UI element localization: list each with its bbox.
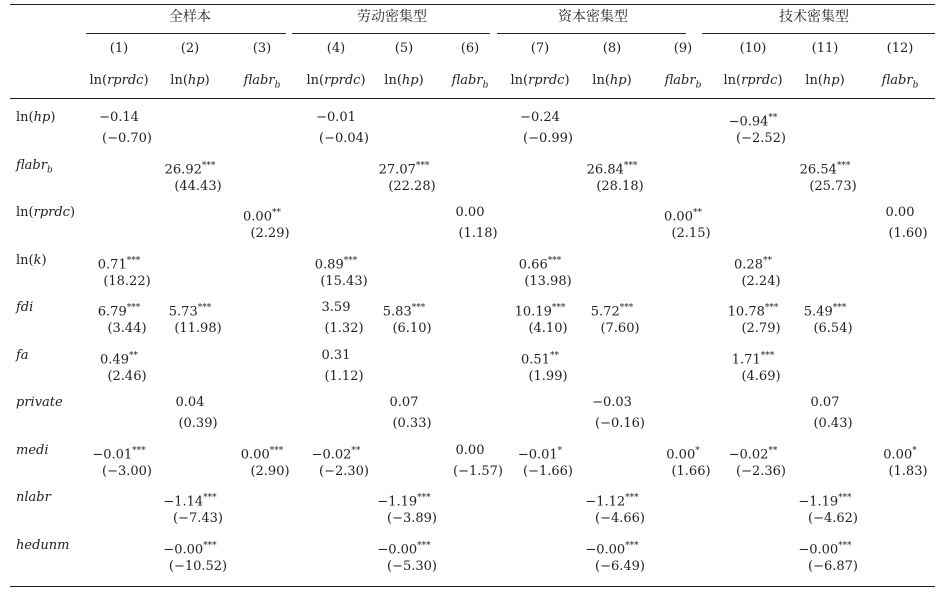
t-statistic-cell: (44.43) [174,178,222,194]
coefficient-cell: 1.71*** [731,350,775,367]
column-number-8: (8) [602,41,622,56]
coefficient-cell: −0.02** [311,445,361,462]
coefficient-cell: 5.83*** [382,303,426,320]
column-number-6: (6) [460,41,480,56]
top-rule [10,4,935,5]
coefficient-cell: 5.49*** [803,303,847,320]
coefficient-cell: −1.19*** [798,493,852,510]
group-header-full-sample: 全样本 [169,9,211,25]
coefficient-cell: 0.28** [734,255,772,272]
t-statistic-cell: (2.90) [250,463,290,479]
t-statistic-cell: (0.33) [392,416,432,431]
coefficient-cell: 0.00 [455,205,485,220]
coefficient-cell: 5.73*** [168,303,212,320]
t-statistic-cell: (−1.57) [453,463,503,479]
t-statistic-cell: (2.15) [671,226,711,241]
coefficient-cell: 0.71*** [97,255,141,272]
t-statistic-cell: (25.73) [809,178,857,194]
t-statistic-cell: (2.29) [250,226,290,241]
t-statistic-cell: (2.24) [741,273,781,289]
coefficient-cell: −0.14 [99,110,139,125]
coefficient-cell: 26.84*** [586,160,638,177]
t-statistic-cell: (−3.89) [387,511,437,526]
t-statistic-cell: (2.46) [107,368,147,384]
group-header-labor-intensive: 劳动密集型 [357,9,427,25]
coefficient-cell: 0.00 [885,205,915,220]
dependent-variable-8: ln(hp) [592,73,632,88]
group-underline-capital-intensive [497,33,686,34]
t-statistic-cell: (22.28) [388,178,436,194]
row-label: hedunm [16,537,70,553]
t-statistic-cell: (−10.52) [168,558,228,574]
dependent-variable-12: flabr$_b$ [881,73,919,91]
coefficient-cell: 26.92*** [164,160,216,177]
row-label: ln(hp) [16,110,56,125]
column-number-2: (2) [180,41,200,56]
t-statistic-cell: (4.10) [528,321,568,336]
coefficient-cell: −0.00*** [798,540,852,557]
coefficient-cell: 0.00* [883,445,917,462]
column-number-9: (9) [673,41,693,56]
column-number-3: (3) [252,41,272,56]
t-statistic-cell: (2.79) [741,321,781,336]
t-statistic-cell: (−4.66) [595,511,645,526]
t-statistic-cell: (1.12) [324,368,364,384]
coefficient-cell: 0.00** [664,208,702,225]
dependent-variable-7: ln(rprdc) [510,73,570,88]
dependent-variable-4: ln(rprdc) [306,73,366,88]
t-statistic-cell: (−5.30) [387,558,437,574]
coefficient-cell: 0.00*** [240,445,284,462]
row-label: fdi [16,300,34,315]
coefficient-cell: −0.01*** [92,445,146,462]
row-label: medi [16,442,49,458]
coefficient-cell: 0.00 [455,442,485,458]
coefficient-cell: 3.59 [321,300,351,315]
coefficient-cell: −1.12*** [585,493,639,510]
coefficient-cell: 10.19*** [514,303,566,320]
coefficient-cell: 0.07 [810,395,840,410]
group-underline-full-sample [86,33,286,34]
t-statistic-cell: (28.18) [596,178,644,194]
t-statistic-cell: (1.32) [324,321,364,336]
t-statistic-cell: (4.69) [741,368,781,384]
t-statistic-cell: (0.43) [813,416,853,431]
column-number-1: (1) [109,41,129,56]
coefficient-cell: 5.72*** [590,303,634,320]
dependent-variable-9: flabr$_b$ [664,73,702,91]
coefficient-cell: 26.54*** [799,160,851,177]
t-statistic-cell: (−6.49) [595,558,645,574]
coefficient-cell: −0.01 [316,110,356,125]
coefficient-cell: 0.66*** [518,255,562,272]
column-number-12: (12) [886,41,914,56]
t-statistic-cell: (−1.66) [523,463,573,479]
coefficient-cell: −0.03 [592,395,632,410]
coefficient-cell: 0.04 [175,395,205,410]
dependent-variable-1: ln(rprdc) [89,73,149,88]
coefficient-cell: −0.02** [728,445,778,462]
t-statistic-cell: (−0.04) [319,131,369,146]
t-statistic-cell: (0.39) [178,416,218,431]
row-label: ln(rprdc) [16,205,76,220]
row-label: flabr$_b$ [16,157,53,176]
coefficient-cell: 6.79*** [97,303,141,320]
coefficient-cell: −0.94** [728,113,778,130]
coefficient-cell: 0.49** [100,350,138,367]
row-label: ln(k) [16,252,47,268]
t-statistic-cell: (−6.87) [808,558,858,574]
column-number-5: (5) [394,41,414,56]
t-statistic-cell: (−7.43) [173,511,223,526]
t-statistic-cell: (1.60) [888,226,928,241]
coefficient-cell: −1.14*** [163,493,217,510]
dependent-variable-10: ln(rprdc) [723,73,783,88]
bottom-rule [10,586,935,587]
t-statistic-cell: (11.98) [174,321,222,336]
coefficient-cell: −0.00*** [163,540,217,557]
group-underline-labor-intensive [292,33,490,34]
coefficient-cell: 27.07*** [378,160,430,177]
dependent-variable-11: ln(hp) [805,73,845,88]
coefficient-cell: −0.24 [520,110,560,125]
coefficient-cell: 0.31 [321,347,351,363]
t-statistic-cell: (−3.00) [102,463,152,479]
column-number-4: (4) [326,41,346,56]
t-statistic-cell: (−0.16) [595,416,645,431]
t-statistic-cell: (−0.70) [102,131,152,146]
coefficient-cell: 0.89*** [314,255,358,272]
column-number-11: (11) [811,41,839,56]
t-statistic-cell: (−2.30) [319,463,369,479]
t-statistic-cell: (3.44) [107,321,147,336]
column-number-10: (10) [739,41,767,56]
t-statistic-cell: (1.99) [528,368,568,384]
coefficient-cell: −0.01* [517,445,563,462]
t-statistic-cell: (−0.99) [523,131,573,146]
coefficient-cell: 0.51** [521,350,559,367]
t-statistic-cell: (6.54) [813,321,853,336]
dependent-variable-5: ln(hp) [384,73,424,88]
dependent-variable-2: ln(hp) [170,73,210,88]
dependent-variable-6: flabr$_b$ [451,73,489,91]
t-statistic-cell: (6.10) [392,321,432,336]
t-statistic-cell: (1.66) [671,463,711,479]
header-rule [10,98,935,99]
t-statistic-cell: (−2.36) [736,463,786,479]
coefficient-cell: −0.00*** [585,540,639,557]
coefficient-cell: 10.78*** [727,303,779,320]
dependent-variable-3: flabr$_b$ [243,73,281,91]
column-number-7: (7) [530,41,550,56]
t-statistic-cell: (13.98) [524,273,572,289]
group-underline-tech-intensive [702,33,935,34]
t-statistic-cell: (15.43) [320,273,368,289]
row-label: private [16,395,63,410]
row-label: fa [16,347,29,363]
t-statistic-cell: (−4.62) [808,511,858,526]
row-label: nlabr [16,490,51,505]
t-statistic-cell: (−2.52) [736,131,786,146]
coefficient-cell: −0.00*** [377,540,431,557]
coefficient-cell: −1.19*** [377,493,431,510]
group-header-capital-intensive: 资本密集型 [558,9,628,25]
t-statistic-cell: (1.83) [888,463,928,479]
group-header-tech-intensive: 技术密集型 [779,9,849,25]
coefficient-cell: 0.00* [666,445,700,462]
t-statistic-cell: (1.18) [458,226,498,241]
t-statistic-cell: (7.60) [600,321,640,336]
t-statistic-cell: (18.22) [103,273,151,289]
coefficient-cell: 0.00** [243,208,281,225]
coefficient-cell: 0.07 [389,395,419,410]
